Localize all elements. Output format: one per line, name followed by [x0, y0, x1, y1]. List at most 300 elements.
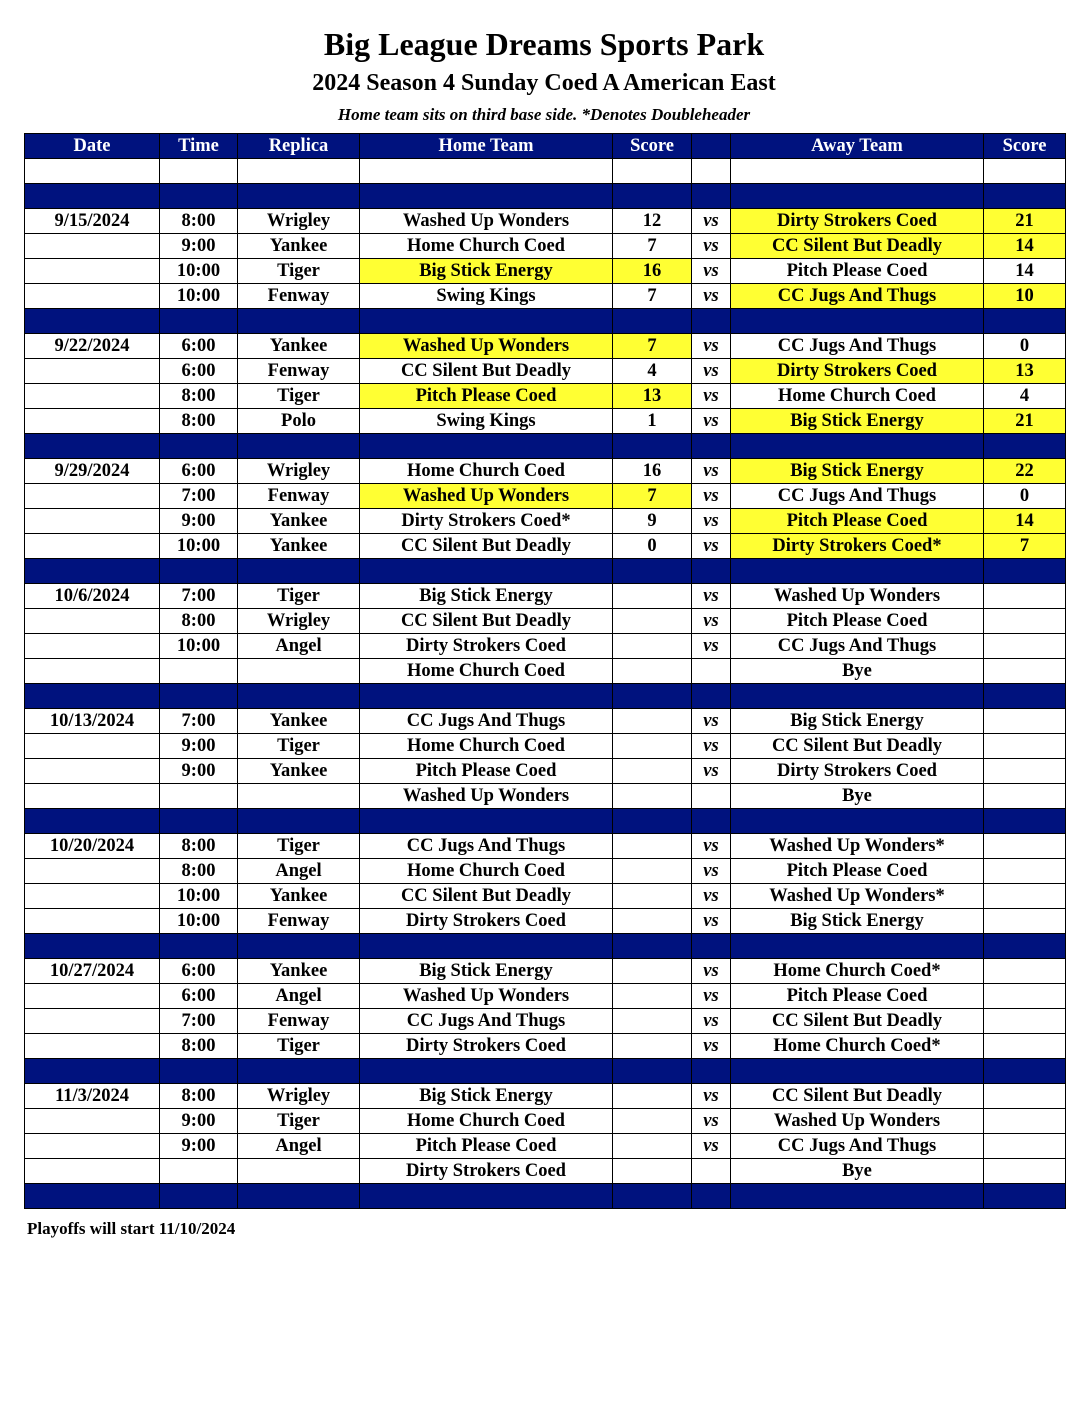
home-team: Home Church Coed: [360, 1109, 613, 1134]
game-replica: Yankee: [238, 534, 360, 559]
away-score: [984, 734, 1066, 759]
game-date: [25, 909, 160, 934]
home-score: 7: [613, 284, 692, 309]
away-score: [984, 1034, 1066, 1059]
home-team: Dirty Strokers Coed: [360, 1034, 613, 1059]
vs-label: vs: [692, 334, 731, 359]
away-team: Dirty Strokers Coed: [731, 359, 984, 384]
game-date: 9/15/2024: [25, 209, 160, 234]
game-date: [25, 659, 160, 684]
game-row: [25, 634, 1066, 659]
game-time: 8:00: [160, 609, 238, 634]
game-replica: Yankee: [238, 884, 360, 909]
away-score: [984, 884, 1066, 909]
away-score: 13: [984, 359, 1066, 384]
home-score: [613, 959, 692, 984]
game-time: 8:00: [160, 834, 238, 859]
home-team: Pitch Please Coed: [360, 1134, 613, 1159]
game-date: [25, 609, 160, 634]
game-row: [25, 709, 1066, 734]
away-team: Washed Up Wonders: [731, 584, 984, 609]
game-time: 6:00: [160, 334, 238, 359]
home-score: [613, 909, 692, 934]
away-team: Big Stick Energy: [731, 709, 984, 734]
home-team: CC Silent But Deadly: [360, 884, 613, 909]
vs-label: vs: [692, 609, 731, 634]
home-team: Pitch Please Coed: [360, 759, 613, 784]
col-header-away-score: Score: [984, 134, 1066, 159]
away-team: Dirty Strokers Coed: [731, 759, 984, 784]
game-row: [25, 609, 1066, 634]
game-row: [25, 834, 1066, 859]
vs-label: vs: [692, 1034, 731, 1059]
game-row: [25, 359, 1066, 384]
col-header-home-team: Home Team: [360, 134, 613, 159]
game-time: 7:00: [160, 1009, 238, 1034]
game-row: [25, 1134, 1066, 1159]
game-row: [25, 259, 1066, 284]
game-time: 9:00: [160, 1134, 238, 1159]
col-header-home-score: Score: [613, 134, 692, 159]
away-score: 4: [984, 384, 1066, 409]
home-team: Dirty Strokers Coed: [360, 634, 613, 659]
home-score: 13: [613, 384, 692, 409]
home-team: CC Jugs And Thugs: [360, 1009, 613, 1034]
game-replica: Wrigley: [238, 209, 360, 234]
game-time: 10:00: [160, 634, 238, 659]
game-time: 9:00: [160, 234, 238, 259]
away-team: CC Silent But Deadly: [731, 1009, 984, 1034]
away-team: Bye: [731, 784, 984, 809]
home-team: CC Silent But Deadly: [360, 534, 613, 559]
away-team: Pitch Please Coed: [731, 609, 984, 634]
away-team: CC Jugs And Thugs: [731, 1134, 984, 1159]
game-time: 7:00: [160, 584, 238, 609]
vs-label: vs: [692, 209, 731, 234]
away-score: [984, 1134, 1066, 1159]
game-replica: Yankee: [238, 334, 360, 359]
week-separator: [25, 309, 1066, 334]
game-replica: Yankee: [238, 709, 360, 734]
game-date: [25, 859, 160, 884]
game-date: 10/20/2024: [25, 834, 160, 859]
away-score: [984, 834, 1066, 859]
game-time: [160, 784, 238, 809]
home-score: [613, 1084, 692, 1109]
home-team: Washed Up Wonders: [360, 209, 613, 234]
game-time: [160, 659, 238, 684]
game-replica: Fenway: [238, 284, 360, 309]
home-team: Swing Kings: [360, 284, 613, 309]
home-score: [613, 1134, 692, 1159]
game-row: [25, 284, 1066, 309]
vs-label: vs: [692, 459, 731, 484]
game-date: [25, 484, 160, 509]
game-replica: Polo: [238, 409, 360, 434]
vs-label: vs: [692, 1109, 731, 1134]
game-replica: Tiger: [238, 584, 360, 609]
page-title: Big League Dreams Sports Park: [323, 26, 765, 62]
game-date: [25, 359, 160, 384]
week-separator: [25, 1059, 1066, 1084]
game-row: [25, 984, 1066, 1009]
game-date: [25, 1009, 160, 1034]
away-score: [984, 609, 1066, 634]
game-date: 9/29/2024: [25, 459, 160, 484]
vs-label: vs: [692, 284, 731, 309]
vs-label: vs: [692, 584, 731, 609]
away-score: 0: [984, 334, 1066, 359]
away-score: [984, 959, 1066, 984]
game-time: 9:00: [160, 1109, 238, 1134]
home-score: 1: [613, 409, 692, 434]
vs-label: vs: [692, 959, 731, 984]
game-replica: Fenway: [238, 909, 360, 934]
away-team: Big Stick Energy: [731, 909, 984, 934]
away-score: 7: [984, 534, 1066, 559]
vs-label: vs: [692, 384, 731, 409]
game-row: [25, 1159, 1066, 1184]
col-header-time: Time: [160, 134, 238, 159]
away-score: [984, 659, 1066, 684]
away-team: CC Silent But Deadly: [731, 734, 984, 759]
game-time: [160, 1159, 238, 1184]
game-replica: Angel: [238, 1134, 360, 1159]
game-time: 10:00: [160, 909, 238, 934]
game-time: 6:00: [160, 959, 238, 984]
away-team: Washed Up Wonders*: [731, 884, 984, 909]
home-team: Home Church Coed: [360, 659, 613, 684]
game-replica: Yankee: [238, 959, 360, 984]
game-row: [25, 459, 1066, 484]
home-score: [613, 1159, 692, 1184]
week-separator: [25, 1184, 1066, 1209]
away-score: [984, 909, 1066, 934]
home-team: Washed Up Wonders: [360, 784, 613, 809]
vs-label: vs: [692, 1084, 731, 1109]
home-team: CC Silent But Deadly: [360, 609, 613, 634]
game-date: [25, 259, 160, 284]
vs-label: vs: [692, 984, 731, 1009]
away-team: Pitch Please Coed: [731, 509, 984, 534]
page-subtitle: 2024 Season 4 Sunday Coed A American East: [312, 70, 776, 96]
away-team: Dirty Strokers Coed*: [731, 534, 984, 559]
home-team: Swing Kings: [360, 409, 613, 434]
away-score: [984, 1109, 1066, 1134]
home-team: Big Stick Energy: [360, 584, 613, 609]
away-score: [984, 759, 1066, 784]
game-row: [25, 384, 1066, 409]
game-row: [25, 734, 1066, 759]
game-time: 9:00: [160, 734, 238, 759]
home-team: Home Church Coed: [360, 459, 613, 484]
game-replica: Tiger: [238, 834, 360, 859]
game-date: [25, 1134, 160, 1159]
game-date: [25, 384, 160, 409]
game-date: [25, 734, 160, 759]
home-score: 16: [613, 259, 692, 284]
game-date: [25, 1109, 160, 1134]
away-team: Pitch Please Coed: [731, 859, 984, 884]
away-team: CC Jugs And Thugs: [731, 334, 984, 359]
game-replica: Fenway: [238, 359, 360, 384]
game-replica: Yankee: [238, 509, 360, 534]
game-time: 6:00: [160, 459, 238, 484]
away-score: [984, 984, 1066, 1009]
home-team: Home Church Coed: [360, 734, 613, 759]
game-time: 6:00: [160, 984, 238, 1009]
game-time: 8:00: [160, 1084, 238, 1109]
week-separator: [25, 934, 1066, 959]
week-separator: [25, 684, 1066, 709]
away-score: 21: [984, 409, 1066, 434]
home-score: 7: [613, 234, 692, 259]
home-score: [613, 609, 692, 634]
game-time: 8:00: [160, 859, 238, 884]
away-score: [984, 1159, 1066, 1184]
game-row: [25, 759, 1066, 784]
away-team: Dirty Strokers Coed: [731, 209, 984, 234]
vs-label: vs: [692, 1134, 731, 1159]
game-row: [25, 784, 1066, 809]
game-replica: Tiger: [238, 259, 360, 284]
away-score: [984, 1009, 1066, 1034]
game-row: [25, 509, 1066, 534]
schedule-body: [25, 159, 1066, 1209]
vs-label: vs: [692, 484, 731, 509]
away-team: Home Church Coed: [731, 384, 984, 409]
game-replica: Wrigley: [238, 459, 360, 484]
home-score: [613, 984, 692, 1009]
vs-label: vs: [692, 1009, 731, 1034]
away-team: CC Silent But Deadly: [731, 234, 984, 259]
home-score: [613, 734, 692, 759]
home-score: 0: [613, 534, 692, 559]
game-replica: Angel: [238, 634, 360, 659]
game-time: 10:00: [160, 534, 238, 559]
away-score: [984, 709, 1066, 734]
away-score: [984, 784, 1066, 809]
away-team: Pitch Please Coed: [731, 984, 984, 1009]
home-team: Washed Up Wonders: [360, 984, 613, 1009]
vs-label: [692, 659, 731, 684]
away-score: 14: [984, 234, 1066, 259]
home-team: Dirty Strokers Coed: [360, 1159, 613, 1184]
home-score: 7: [613, 484, 692, 509]
home-score: [613, 659, 692, 684]
home-team: CC Jugs And Thugs: [360, 709, 613, 734]
vs-label: vs: [692, 234, 731, 259]
game-replica: [238, 659, 360, 684]
vs-label: vs: [692, 634, 731, 659]
vs-label: vs: [692, 734, 731, 759]
game-replica: Tiger: [238, 1034, 360, 1059]
vs-label: vs: [692, 509, 731, 534]
away-score: 14: [984, 509, 1066, 534]
away-score: [984, 859, 1066, 884]
away-team: Big Stick Energy: [731, 409, 984, 434]
game-replica: [238, 1159, 360, 1184]
away-score: 21: [984, 209, 1066, 234]
home-score: [613, 784, 692, 809]
home-score: [613, 759, 692, 784]
home-team: Washed Up Wonders: [360, 334, 613, 359]
game-row: [25, 1034, 1066, 1059]
away-score: 10: [984, 284, 1066, 309]
game-replica: Tiger: [238, 734, 360, 759]
game-row: [25, 1084, 1066, 1109]
game-time: 10:00: [160, 284, 238, 309]
game-replica: [238, 784, 360, 809]
home-team: CC Silent But Deadly: [360, 359, 613, 384]
game-replica: Fenway: [238, 484, 360, 509]
week-separator: [25, 559, 1066, 584]
home-team: CC Jugs And Thugs: [360, 834, 613, 859]
away-team: CC Jugs And Thugs: [731, 634, 984, 659]
vs-label: vs: [692, 909, 731, 934]
game-row: [25, 959, 1066, 984]
away-score: [984, 634, 1066, 659]
away-team: Bye: [731, 659, 984, 684]
home-team: Dirty Strokers Coed: [360, 909, 613, 934]
game-date: [25, 509, 160, 534]
game-date: 10/6/2024: [25, 584, 160, 609]
away-team: CC Jugs And Thugs: [731, 484, 984, 509]
game-date: [25, 759, 160, 784]
home-score: [613, 834, 692, 859]
game-date: [25, 984, 160, 1009]
game-row: [25, 1009, 1066, 1034]
game-row: [25, 234, 1066, 259]
game-row: [25, 584, 1066, 609]
vs-label: vs: [692, 859, 731, 884]
away-team: Washed Up Wonders*: [731, 834, 984, 859]
away-score: [984, 584, 1066, 609]
game-date: 11/3/2024: [25, 1084, 160, 1109]
playoffs-note: Playoffs will start 11/10/2024: [27, 1219, 236, 1238]
col-header-date: Date: [25, 134, 160, 159]
home-score: [613, 859, 692, 884]
home-team: Dirty Strokers Coed*: [360, 509, 613, 534]
col-header-replica: Replica: [238, 134, 360, 159]
home-score: [613, 1109, 692, 1134]
home-team: Home Church Coed: [360, 234, 613, 259]
game-date: [25, 234, 160, 259]
game-date: 10/13/2024: [25, 709, 160, 734]
home-team: Big Stick Energy: [360, 959, 613, 984]
game-replica: Wrigley: [238, 1084, 360, 1109]
vs-label: vs: [692, 884, 731, 909]
game-time: 6:00: [160, 359, 238, 384]
game-date: [25, 284, 160, 309]
game-time: 7:00: [160, 484, 238, 509]
game-date: [25, 634, 160, 659]
home-score: [613, 1009, 692, 1034]
away-team: Washed Up Wonders: [731, 1109, 984, 1134]
game-replica: Fenway: [238, 1009, 360, 1034]
home-team: Big Stick Energy: [360, 259, 613, 284]
vs-label: vs: [692, 534, 731, 559]
away-score: 22: [984, 459, 1066, 484]
game-time: 10:00: [160, 884, 238, 909]
game-replica: Yankee: [238, 759, 360, 784]
game-time: 8:00: [160, 384, 238, 409]
away-score: 14: [984, 259, 1066, 284]
vs-label: [692, 784, 731, 809]
home-score: [613, 634, 692, 659]
game-replica: Yankee: [238, 234, 360, 259]
vs-label: vs: [692, 359, 731, 384]
week-separator: [25, 434, 1066, 459]
schedule-note: Home team sits on third base side. *Denotes Doubleheader: [337, 105, 751, 124]
game-time: 9:00: [160, 509, 238, 534]
game-time: 8:00: [160, 409, 238, 434]
game-date: [25, 1034, 160, 1059]
away-team: Home Church Coed*: [731, 1034, 984, 1059]
game-date: [25, 409, 160, 434]
game-date: [25, 784, 160, 809]
game-replica: Angel: [238, 984, 360, 1009]
home-score: [613, 709, 692, 734]
game-replica: Angel: [238, 859, 360, 884]
schedule-table: [24, 133, 1066, 1209]
away-team: CC Silent But Deadly: [731, 1084, 984, 1109]
game-time: 8:00: [160, 1034, 238, 1059]
game-replica: Tiger: [238, 384, 360, 409]
blank-row: [25, 159, 1066, 184]
home-score: 12: [613, 209, 692, 234]
vs-label: vs: [692, 409, 731, 434]
game-time: 9:00: [160, 759, 238, 784]
game-row: [25, 909, 1066, 934]
vs-label: vs: [692, 709, 731, 734]
away-team: Home Church Coed*: [731, 959, 984, 984]
home-team: Washed Up Wonders: [360, 484, 613, 509]
game-row: [25, 1109, 1066, 1134]
vs-label: vs: [692, 834, 731, 859]
vs-label: vs: [692, 259, 731, 284]
away-score: 0: [984, 484, 1066, 509]
week-separator: [25, 809, 1066, 834]
away-team: CC Jugs And Thugs: [731, 284, 984, 309]
vs-label: vs: [692, 759, 731, 784]
home-team: Pitch Please Coed: [360, 384, 613, 409]
game-date: [25, 1159, 160, 1184]
game-time: 10:00: [160, 259, 238, 284]
game-time: 8:00: [160, 209, 238, 234]
home-score: 7: [613, 334, 692, 359]
away-team: Bye: [731, 1159, 984, 1184]
game-row: [25, 884, 1066, 909]
game-row: [25, 484, 1066, 509]
game-date: 10/27/2024: [25, 959, 160, 984]
home-score: 16: [613, 459, 692, 484]
game-row: [25, 209, 1066, 234]
game-replica: Wrigley: [238, 609, 360, 634]
header-row: [25, 134, 1066, 159]
home-score: [613, 884, 692, 909]
away-score: [984, 1084, 1066, 1109]
home-team: Home Church Coed: [360, 859, 613, 884]
week-separator: [25, 184, 1066, 209]
col-header-away-team: Away Team: [731, 134, 984, 159]
game-date: [25, 534, 160, 559]
home-score: 4: [613, 359, 692, 384]
away-team: Big Stick Energy: [731, 459, 984, 484]
away-team: Pitch Please Coed: [731, 259, 984, 284]
game-replica: Tiger: [238, 1109, 360, 1134]
col-header-vs: [692, 134, 731, 159]
